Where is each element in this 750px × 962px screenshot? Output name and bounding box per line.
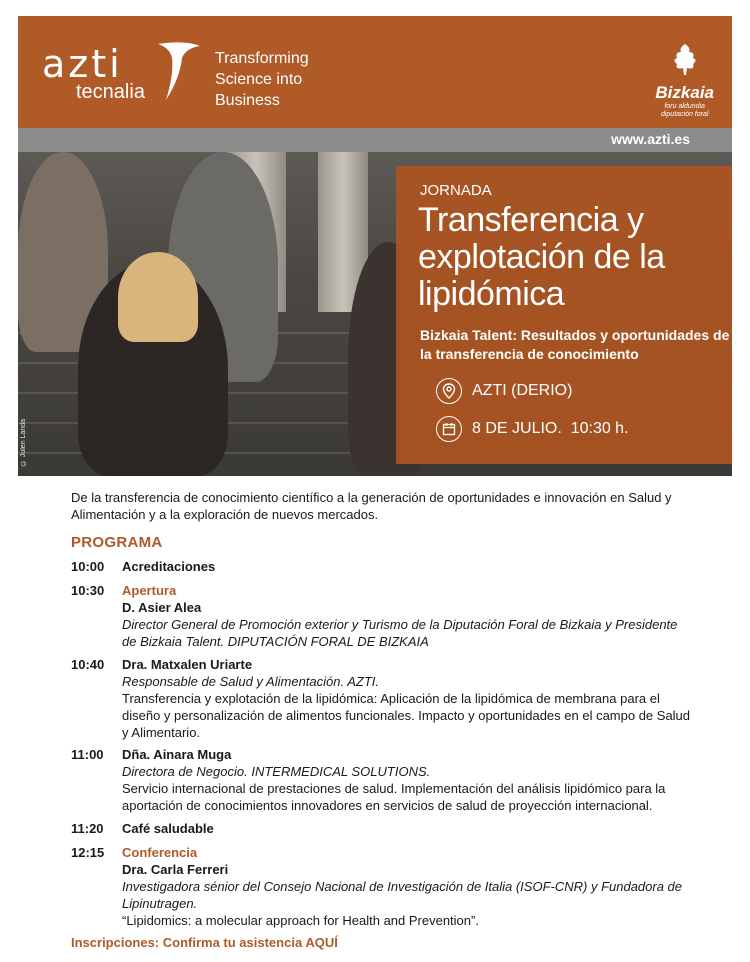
program-item <box>71 746 691 814</box>
programa-heading: PROGRAMA <box>71 534 163 551</box>
item-time: 11:00 <box>71 747 104 762</box>
bizkaia-sub: diputación foral <box>660 111 709 118</box>
bizkaia-name: Bizkaia <box>655 83 714 102</box>
item-heading: Café saludable <box>122 821 214 836</box>
item-role: Investigadora sénior del Consejo Nacional de Investigación de Italia (ISOF-CNR) y Fundadora de Lipinutragen. <box>122 879 683 911</box>
item-time: 10:40 <box>71 657 105 672</box>
logo-wordmark: azti <box>42 42 123 86</box>
location-text: AZTI (DERIO) <box>472 382 573 399</box>
item-heading: Apertura <box>122 583 177 598</box>
item-time: 11:20 <box>71 821 104 836</box>
item-heading: Conferencia <box>122 845 198 860</box>
program-item <box>71 844 691 929</box>
registration-line <box>71 935 338 950</box>
item-time: 12:15 <box>71 845 105 860</box>
date-text: 8 DE JULIO. 10:30 h. <box>472 420 629 437</box>
item-role: Responsable de Salud y Alimentación. AZTI. <box>122 674 380 689</box>
event-panel <box>396 166 732 464</box>
program-item <box>71 656 691 741</box>
item-speaker: Dra. Carla Ferreri <box>122 862 229 877</box>
event-location <box>436 378 572 404</box>
oak-leaf-icon <box>671 42 699 76</box>
event-title: Transferencia y explotación de la lipidómica <box>418 201 665 313</box>
program-item <box>71 820 691 837</box>
item-description: “Lipidomics: a molecular approach for Health and Prevention”. <box>122 913 479 928</box>
calendar-icon <box>436 416 462 442</box>
registration-label: Inscripciones: Confirma tu asistencia <box>71 935 303 950</box>
photo-figure <box>118 252 198 342</box>
item-speaker: Dña. Ainara Muga <box>122 747 232 762</box>
photo-credit: © Julen Landa <box>20 418 27 466</box>
event-date <box>436 416 629 442</box>
item-time: 10:00 <box>71 559 105 574</box>
item-speaker: Dra. Matxalen Uriarte <box>122 657 253 672</box>
event-kicker: JORNADA <box>420 182 492 199</box>
item-description: Transferencia y explotación de la lipidómica: Aplicación de la lipidómica de membrana para el diseño y personalización de alimentos funcionales. Impacto y oportunidades en el campo de Salud y Alimentario. <box>122 691 691 740</box>
azti-logo <box>42 42 145 103</box>
website-link[interactable]: www.azti.es <box>611 131 690 147</box>
program-item <box>71 558 691 575</box>
item-heading: Acreditaciones <box>122 559 216 574</box>
item-role: Directora de Negocio. INTERMEDICAL SOLUTIONS. <box>122 764 431 779</box>
tagline-line: Transforming <box>215 50 309 67</box>
bizkaia-logo <box>655 42 714 119</box>
event-subtitle: Bizkaia Talent: Resultados y oportunidades de la transferencia de conocimiento <box>420 327 730 362</box>
url-bar <box>18 128 732 152</box>
bizkaia-sub: foru aldundia <box>664 103 705 110</box>
item-speaker: D. Asier Alea <box>122 600 202 615</box>
item-time: 10:30 <box>71 583 105 598</box>
tagline-line: Science into <box>215 71 303 88</box>
item-description: Servicio internacional de prestaciones de salud. Implementación del análisis lipidómico para la aportación de conocimientos innovadores en servicios de salud de proyección internacional. <box>122 781 666 813</box>
intro-text: De la transferencia de conocimiento científico a la generación de oportunidades e innovación en Salud y Alimentación y a la exploración de nuevos mercados. <box>71 490 672 522</box>
tagline <box>215 48 309 111</box>
tagline-line: Business <box>215 92 280 109</box>
azti-swoosh-icon <box>156 38 204 106</box>
registration-link[interactable]: AQUÍ <box>305 935 338 950</box>
header-banner <box>18 16 732 128</box>
item-role: Director General de Promoción exterior y Turismo de la Diputación Foral de Bizkaia y Presidente de Bizkaia Talent. DIPUTACIÓN FORAL DE BIZKAIA <box>122 617 678 649</box>
program-item <box>71 582 691 650</box>
logo-subbrand: tecnalia <box>76 81 145 103</box>
map-pin-icon <box>436 378 462 404</box>
